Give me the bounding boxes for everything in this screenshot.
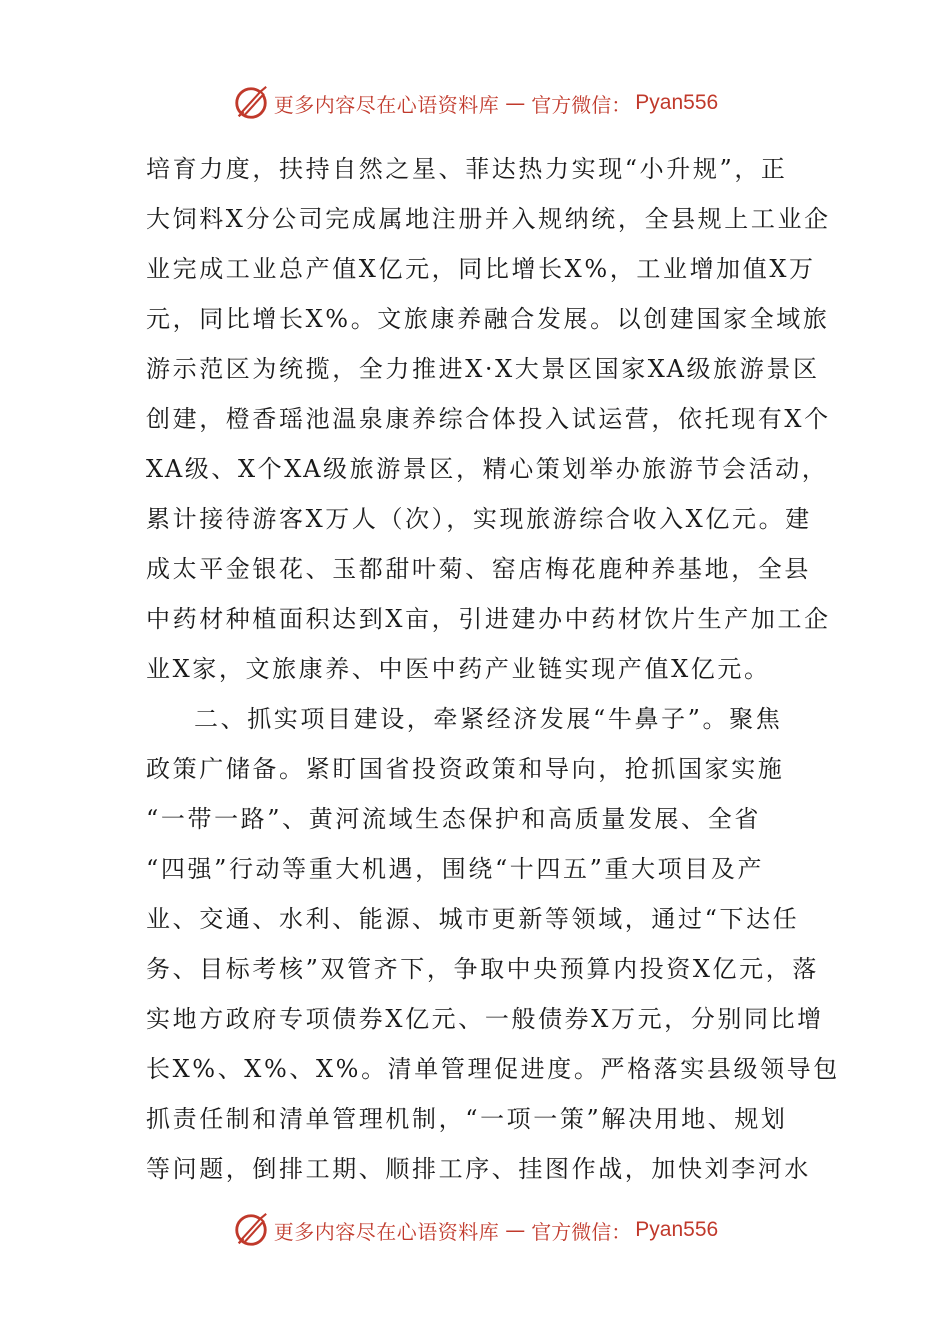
document-body	[146, 144, 840, 1194]
banner-dash: —	[505, 1218, 526, 1242]
site-name: 更多内容尽在心语资料库	[273, 92, 500, 117]
text-line: 中药材种植面积达到X亩，引进建办中药材饮片生产加工企	[146, 605, 831, 633]
wechat-label: 官方微信：	[531, 92, 632, 117]
wechat-id: Pyan556	[635, 91, 719, 114]
text-line: 政策广储备。紧盯国省投资政策和导向，抢抓国家实施	[146, 755, 785, 783]
text-line: 等问题，倒排工期、顺排工序、挂图作战，加快刘李河水	[146, 1155, 811, 1183]
text-line: 培育力度，扶持自然之星、菲达热力实现“小升规”，正	[146, 155, 788, 183]
text-line: 长X%、X%、X%。清单管理促进度。严格落实县级领导包	[146, 1055, 840, 1083]
banner-dash: —	[505, 91, 526, 115]
text-line: 成太平金银花、玉都甜叶菊、窑店梅花鹿种养基地，全县	[146, 555, 811, 583]
text-line: 务、目标考核”双管齐下，争取中央预算内投资X亿元，落	[146, 955, 819, 983]
quill-logo-icon	[232, 84, 270, 122]
quill-logo-icon	[232, 1211, 270, 1249]
text-line: 累计接待游客X万人（次），实现旅游综合收入X亿元。建	[146, 505, 812, 533]
header-banner	[0, 81, 950, 125]
wechat-label: 官方微信：	[531, 1219, 632, 1244]
text-line: “四强”行动等重大机遇，围绕“十四五”重大项目及产	[146, 855, 765, 883]
text-line: 大饲料X分公司完成属地注册并入规纳统，全县规上工业企	[146, 205, 831, 233]
text-line: 实地方政府专项债券X亿元、一般债券X万元，分别同比增	[146, 1005, 824, 1033]
text-line: 业、交通、水利、能源、城市更新等领域，通过“下达任	[146, 905, 800, 933]
wechat-id: Pyan556	[635, 1218, 719, 1241]
text-line: 业X家，文旅康养、中医中药产业链实现产值X亿元。	[146, 655, 771, 683]
text-line: 创建，橙香瑶池温泉康养综合体投入试运营，依托现有X个	[146, 405, 831, 433]
footer-banner	[0, 1208, 950, 1252]
site-name: 更多内容尽在心语资料库	[273, 1219, 500, 1244]
text-line: 游示范区为统揽，全力推进X·X大景区国家XA级旅游景区	[146, 355, 820, 383]
text-line: “一带一路”、黄河流域生态保护和高质量发展、全省	[146, 805, 761, 833]
text-line: 元，同比增长X%。文旅康养融合发展。以创建国家全域旅	[146, 305, 830, 333]
text-line: XA级、X个XA级旅游景区，精心策划举办旅游节会活动，	[146, 455, 829, 483]
section-heading-line: 二、抓实项目建设，牵紧经济发展“牛鼻子”。聚焦	[194, 705, 783, 733]
text-line: 业完成工业总产值X亿元，同比增长X%，工业增加值X万	[146, 255, 816, 283]
text-line: 抓责任制和清单管理机制，“一项一策”解决用地、规划	[146, 1105, 788, 1133]
